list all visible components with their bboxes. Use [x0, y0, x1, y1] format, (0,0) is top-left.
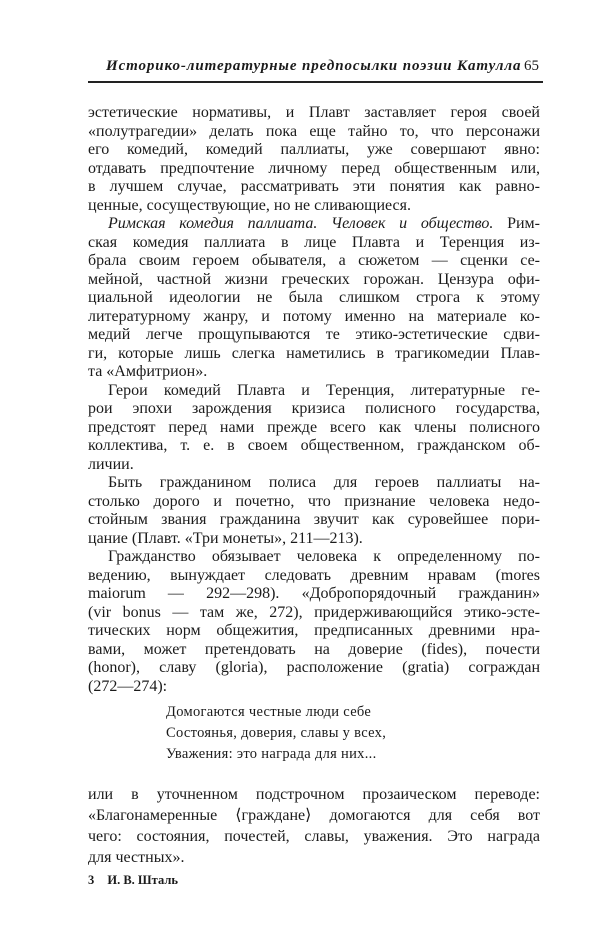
text-line: эстетические нормативы, и Плавт заставляет героя своей	[88, 104, 540, 121]
text-line: «полутрагедии» делать пока еще тайно то, что персонажи	[88, 122, 540, 140]
text-line: рои эпохи зарождения кризиса полисного государства,	[88, 400, 540, 417]
text-line	[88, 215, 540, 234]
text-line: отдавать предпочтение личному перед общественным или,	[88, 159, 540, 177]
text-line: литературному жанру, и потому именно на материале ко-	[88, 307, 540, 325]
text-line: чего: состояния, почестей, славы, уважения. Это награда	[88, 828, 540, 845]
closing-paragraph	[88, 784, 540, 868]
text-line: цание (Плавт. «Три монеты», 211—213).	[88, 529, 363, 547]
poem-line: Уважения: это награда для них...	[166, 746, 377, 762]
text-line: предстоят перед нами прежде всего как члены полисного	[88, 418, 540, 436]
paragraph	[88, 215, 540, 382]
poem-line: Домогаются честные люди себе	[166, 704, 372, 720]
text-line: (honor), славу (gloria), расположение (gratia) сограждан	[88, 659, 540, 676]
text-line: мейной, частной жизни греческих горожан. Цензура офи-	[88, 270, 540, 288]
text-line: maiorum — 292—298). «Добропорядочный гражданин»	[88, 585, 540, 602]
text-line: тических норм общежития, предписанных древними нра-	[88, 622, 540, 639]
text-line: в лучшем случае, рассматривать эти понятия как равно-	[88, 178, 540, 195]
text-line: (272—274):	[88, 677, 168, 695]
text-line: (vir bonus — там же, 272), придерживающийся этико-эсте-	[88, 603, 540, 621]
text-line: «Благонамеренные ⟨граждане⟩ домогаются для себя вот	[88, 807, 540, 824]
text-line: Герои комедий Плавта и Теренция, литературные ге-	[108, 381, 540, 399]
author-name: И. В. Шталь	[107, 873, 178, 887]
text-line: его комедий, комедий паллиаты, уже совершают явно:	[88, 141, 540, 158]
text-line: брала своим героем обывателя, а сюжетом — сценки се-	[88, 252, 540, 269]
text-line: циальной идеологии не была слишком строга к этому	[88, 289, 540, 306]
text-line: столько дорого и почетно, что признание человека недо-	[88, 492, 540, 510]
text-line: коллектива, т. е. в своем общественном, гражданском об-	[88, 437, 540, 454]
text-line: личии.	[88, 455, 134, 473]
page-number: 65	[524, 58, 539, 74]
paragraph	[88, 382, 540, 475]
text-line: ская комедия паллиата в лице Плавта и Теренция из-	[88, 233, 540, 251]
text-line: медий легче прощупываются те этико-эстетические сдви-	[88, 326, 540, 343]
paragraph	[88, 474, 540, 548]
paragraph	[88, 104, 540, 215]
header-rule	[88, 81, 543, 83]
text-line: Гражданство обязывает человека к определенному по-	[108, 548, 540, 565]
text-line: вами, может претендовать на доверие (fides), почести	[88, 640, 540, 658]
text-line: Быть гражданином полиса для героев паллиаты на-	[108, 474, 540, 491]
main-text	[88, 104, 540, 696]
text-fragment: Рим-	[493, 215, 540, 232]
text-line: стойным звания гражданина звучит как суровейшее пори-	[88, 511, 540, 528]
text-line: для честных».	[88, 849, 185, 866]
paragraph	[88, 548, 540, 696]
text-line: ведению, вынуждает следовать древним нравам (mores	[88, 566, 540, 584]
text-line: ценные, сосуществующие, но не сливающиеся.	[88, 196, 412, 214]
poem-quote	[166, 702, 386, 765]
running-title: Историко-литературные предпосылки поэзии Катулла	[106, 58, 522, 74]
poem-line: Состоянья, доверия, славы у всех,	[166, 725, 387, 741]
signature-footer	[88, 873, 188, 888]
text-line: или в уточненном подстрочном прозаическом переводе:	[88, 786, 540, 803]
text-line: ги, которые лишь слегка наметились в трагикомедии Плав-	[88, 344, 540, 362]
section-heading: Римская комедия паллиата. Человек и общество.	[108, 215, 494, 232]
running-header	[88, 58, 543, 80]
signature-mark: 3	[88, 873, 95, 887]
text-line: та «Амфитрион».	[88, 363, 208, 380]
